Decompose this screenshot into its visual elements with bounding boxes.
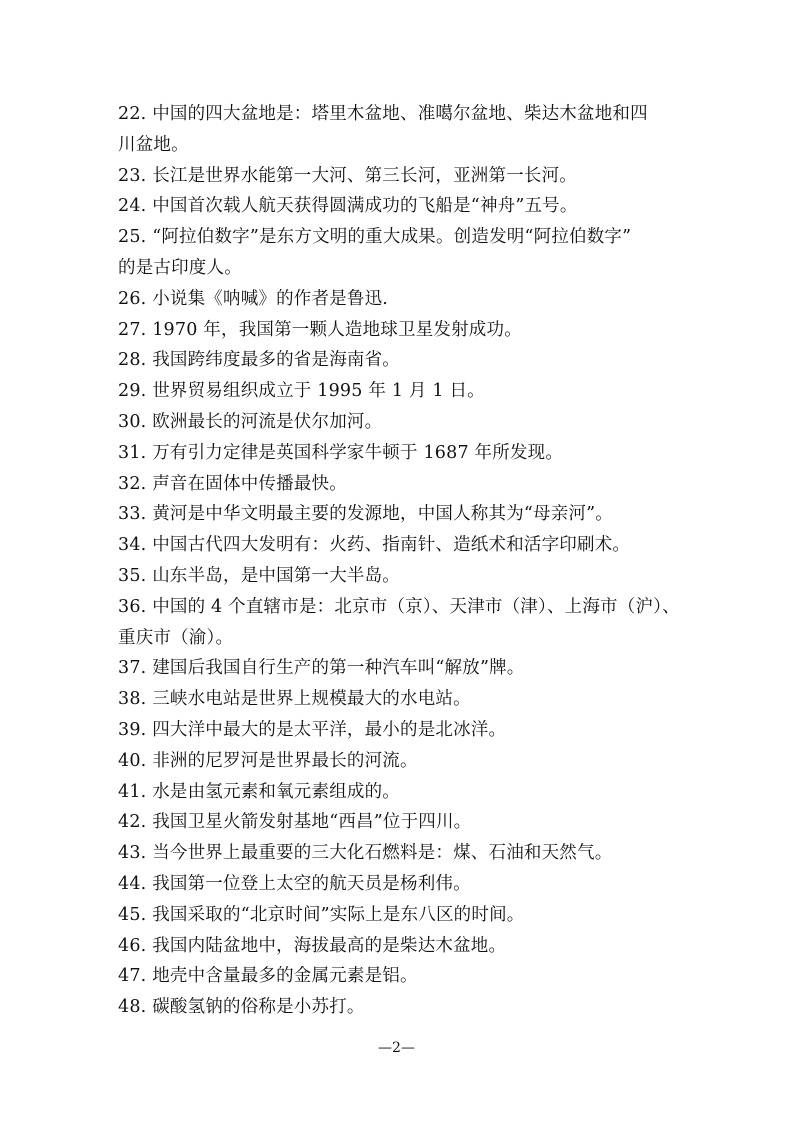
text-line: 23. 长江是世界水能第一大河、第三长河，亚洲第一长河。	[118, 165, 577, 186]
text-line: 34. 中国古代四大发明有：火药、指南针、造纸术和活字印刷术。	[118, 535, 631, 556]
document-body	[118, 99, 688, 1023]
text-line: 25. “阿拉伯数字”是东方文明的重大成果。创造发明“阿拉伯数字”	[118, 227, 632, 248]
text-line: 42. 我国卫星火箭发射基地“西昌”位于四川。	[118, 812, 472, 833]
text-line: 35. 山东半岛，是中国第一大半岛。	[118, 565, 400, 586]
text-line: 38. 三峡水电站是世界上规模最大的水电站。	[118, 689, 471, 710]
text-line: 36. 中国的 4 个直辖市是：北京市（京）、天津市（津）、上海市（沪）、	[118, 596, 680, 617]
text-line: 的是古印度人。	[118, 257, 242, 278]
text-line: 24. 中国首次载人航天获得圆满成功的飞船是“神舟”五号。	[118, 196, 578, 217]
text-line: 37. 建国后我国自行生产的第一种汽车叫“解放”牌。	[118, 658, 525, 679]
text-line: 32. 声音在固体中传播最快。	[118, 473, 347, 494]
text-line: 46. 我国内陆盆地中，海拔最高的是柴达木盆地。	[118, 935, 507, 956]
text-line: 41. 水是由氢元素和氧元素组成的。	[118, 781, 400, 802]
text-line: 27. 1970 年，我国第一颗人造地球卫星发射成功。	[118, 319, 522, 340]
page-number: —2—	[378, 1040, 415, 1056]
text-line: 48. 碳酸氢钠的俗称是小苏打。	[118, 997, 365, 1018]
text-line: 40. 非洲的尼罗河是世界最长的河流。	[118, 750, 418, 771]
text-line: 29. 世界贸易组织成立于 1995 年 1 月 1 日。	[118, 381, 485, 402]
text-line: 33. 黄河是中华文明最主要的发源地，中国人称其为“母亲河”。	[118, 504, 613, 525]
text-line: 川盆地。	[118, 134, 189, 155]
text-line: 39. 四大洋中最大的是太平洋，最小的是北冰洋。	[118, 719, 507, 740]
text-line: 30. 欧洲最长的河流是伏尔加河。	[118, 411, 383, 432]
text-line: 44. 我国第一位登上太空的航天员是杨利伟。	[118, 873, 471, 894]
text-line: 28. 我国跨纬度最多的省是海南省。	[118, 350, 400, 371]
text-line: 重庆市（渝）。	[118, 627, 234, 648]
text-line: 26. 小说集《呐喊》的作者是鲁迅.	[118, 288, 389, 309]
text-line: 31. 万有引力定律是英国科学家牛顿于 1687 年所发现。	[118, 442, 564, 463]
text-line: 22. 中国的四大盆地是：塔里木盆地、准噶尔盆地、柴达木盆地和四	[118, 104, 648, 124]
text-line: 43. 当今世界上最重要的三大化石燃料是：煤、石油和天然气。	[118, 843, 613, 864]
text-line: 45. 我国采取的“北京时间”实际上是东八区的时间。	[118, 904, 525, 925]
text-line: 47. 地壳中含量最多的金属元素是铝。	[118, 966, 418, 987]
